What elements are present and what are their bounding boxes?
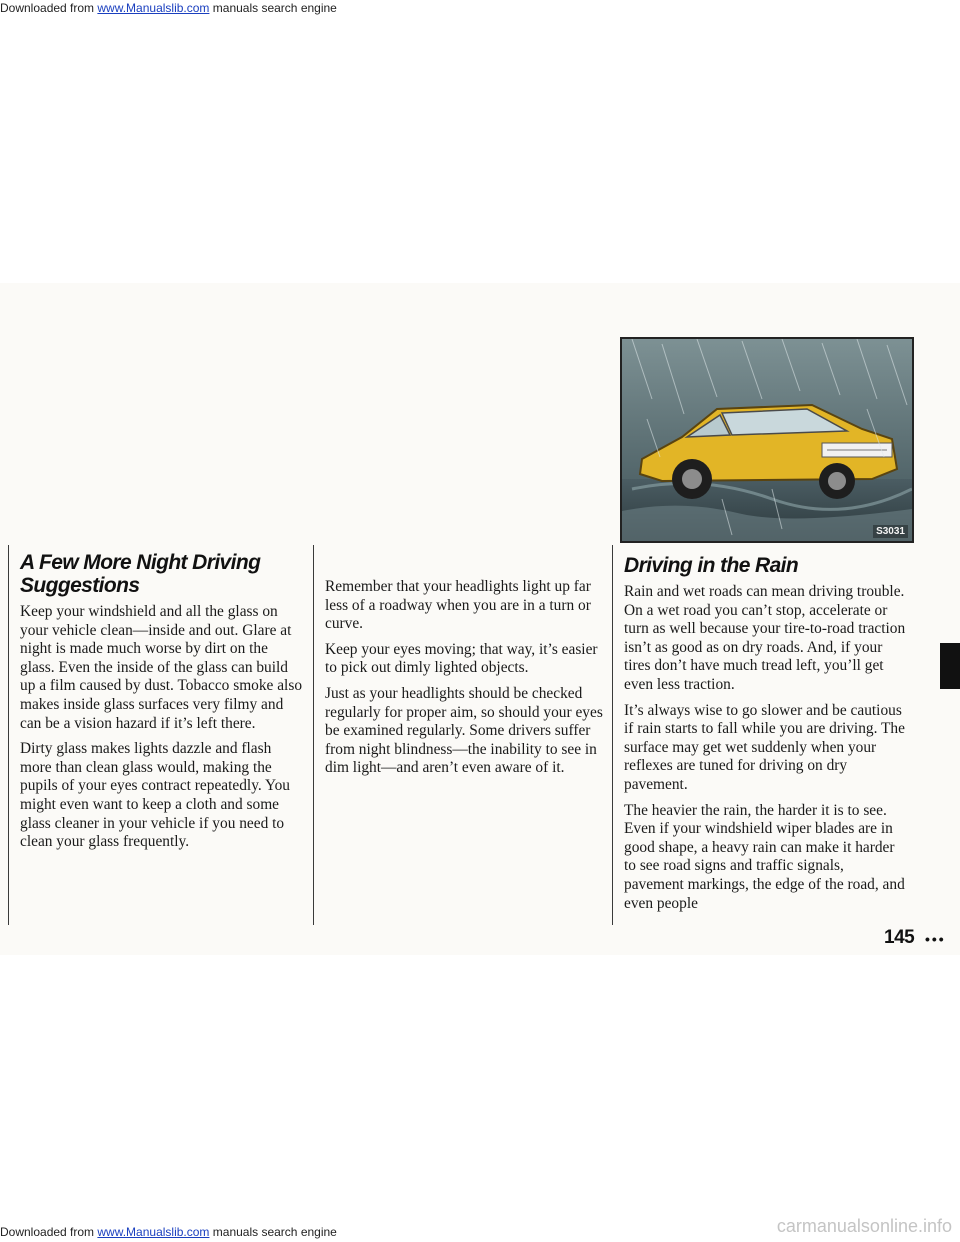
manualslib-link[interactable]: www.Manualslib.com <box>97 1225 210 1239</box>
paragraph: Keep your eyes moving; that way, it’s easier to pick out dimly lighted objects. <box>325 640 598 677</box>
banner-prefix: Downloaded from <box>0 1 98 15</box>
paragraph: Keep your windshield and all the glass on your vehicle clean—inside and out. Glare at night is made much worse by dirt on the glass. Even the inside of the glass can build up a film caused by dust. Tobacco smoke also makes inside glass surfaces very filmy and can be a vision hazard if it’s left there. <box>20 603 303 732</box>
manualslib-link[interactable]: www.Manualslib.com <box>97 1 210 15</box>
heading-line-2: Suggestions <box>20 574 140 597</box>
paragraph: Dirty glass makes lights dazzle and flash more than clean glass would, making the pupils of your eyes contract repeatedly. You might even want to keep a cloth and some glass cleaner in your vehicle if you need to clean your glass frequently. <box>20 740 290 851</box>
download-banner-bottom <box>0 1224 337 1240</box>
section-tab-marker <box>940 643 960 689</box>
figure-code: S3031 <box>873 525 908 538</box>
banner-suffix: manuals search engine <box>209 1 337 15</box>
heading-line-1: A Few More Night Driving <box>20 551 261 574</box>
download-banner-top <box>0 0 337 16</box>
column-driving-in-rain <box>612 545 909 925</box>
paragraph: The heavier the rain, the harder it is to see. Even if your windshield wiper blades are in good shape, a heavy rain can make it harder to see road signs and traffic signals, pavement markings, the edge of the road, and even people <box>624 801 905 912</box>
column-night-driving-continued <box>313 545 606 925</box>
section-heading-night-driving <box>9 545 305 597</box>
car-in-rain-illustration <box>620 337 914 543</box>
column-night-driving <box>8 545 305 925</box>
paragraph: It’s always wise to go slower and be cautious if rain starts to fall while you are driving. The surface may get wet suddenly when your reflexes are tuned for driving on dry pavement. <box>624 701 905 793</box>
night-driving-body <box>9 603 305 852</box>
night-driving-continued-body <box>314 545 606 778</box>
driving-in-rain-body <box>613 583 909 913</box>
banner-suffix: manuals search engine <box>209 1225 337 1239</box>
page-number-dots: ••• <box>925 931 946 947</box>
section-heading-driving-in-rain: Driving in the Rain <box>624 554 799 577</box>
page-number: 145 <box>884 927 915 948</box>
car-rain-drawing <box>622 339 912 541</box>
paragraph: Remember that your headlights light up far less of a roadway when you are in a turn or curve. <box>325 578 591 633</box>
site-watermark: carmanualsonline.info <box>776 1216 952 1236</box>
paragraph: Just as your headlights should be checked regularly for proper aim, so should your eyes be examined regularly. Some drivers suffer from night blindness—the inability to see in dim light—and aren’t even aware of it. <box>325 684 603 777</box>
paragraph: Rain and wet roads can mean driving trouble. On a wet road you can’t stop, accelerate or turn as well because your tire-to-road traction isn’t as good as on dry roads. And, if your tires don’t have much tread left, you’ll get even less traction. <box>624 583 906 693</box>
banner-prefix: Downloaded from <box>0 1225 98 1239</box>
